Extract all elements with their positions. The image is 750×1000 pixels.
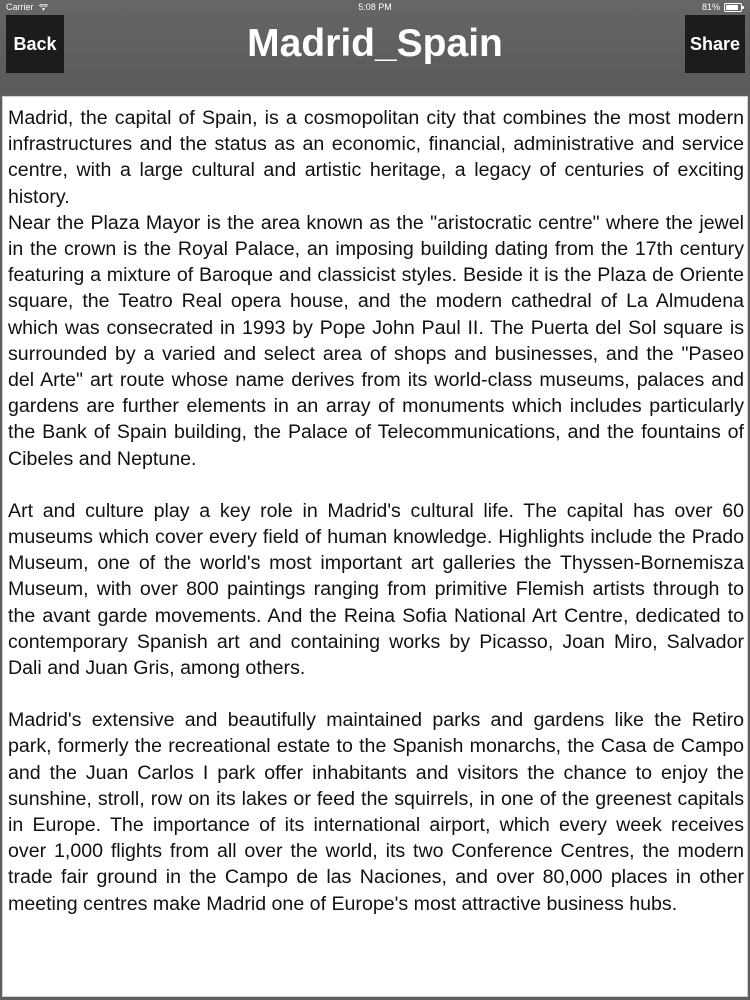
battery-indicator xyxy=(702,0,742,14)
share-button[interactable]: Share xyxy=(685,15,745,73)
article-paragraph: Madrid's extensive and beautifully maintained parks and gardens like the Retiro park, formerly the recreational estate to the Spanish monarchs, the Casa de Campo and the Juan Carlos I park offer inhabitants and visitors the chance to enjoy the sunshine, stroll, row on its lakes or feed the squirrels, in one of the greenest capitals in Europe. The importance of its international airport, which every week receives over 1,000 flights from all over the world, its two Conference Centres, the modern trade fair ground in the Campo de las Naciones, and over 80,000 places in other meeting centres make Madrid one of Europe's most attractive business hubs. xyxy=(8,709,744,915)
article-paragraph: Near the Plaza Mayor is the area known as the "aristocratic centre" where the jewel in the crown is the Royal Palace, an imposing building dating from the 17th century featuring a mixture of Baroque and classicist styles. Beside it is the Plaza de Oriente square, the Teatro Real opera house, and the modern cathedral of La Almudena which was consecrated in 1993 by Pope John Paul II. The Puerta del Sol square is surrounded by a varied and select area of shops and businesses, and the "Paseo del Arte" art route whose name derives from its world-class museums, palaces and gardens are further elements in an array of monuments which includes particularly the Bank of Spain building, the Palace of Telecommunications, and the fountains of Cibeles and Neptune. xyxy=(8,211,744,470)
article-text-view[interactable] xyxy=(2,96,748,997)
article-paragraph: Madrid, the capital of Spain, is a cosmopolitan city that combines the most modern infrastructures and the status as an economic, financial, administrative and service centre, with a large cultural and artistic heritage, a legacy of centuries of exciting history. xyxy=(8,107,744,208)
carrier-label: Carrier xyxy=(6,2,34,12)
battery-icon xyxy=(724,3,742,12)
page-title: Madrid_Spain xyxy=(247,22,503,65)
battery-percent: 81% xyxy=(701,2,720,12)
clock: 5:08 PM xyxy=(358,2,392,12)
article-paragraph: Art and culture play a key role in Madrid's cultural life. The capital has over 60 museums which cover every field of human knowledge. Highlights include the Prado Museum, one of the world's most important art galleries the Thyssen-Bornemisza Museum, with over 800 paintings ranging from primitive Flemish artists through to the avant garde movements. And the Reina Sofia National Art Centre, dedicated to contemporary Spanish art and containing works by Picasso, Joan Miro, Salvador Dali and Juan Gris, among others. xyxy=(8,499,744,680)
status-bar xyxy=(0,0,750,14)
back-button[interactable]: Back xyxy=(6,15,64,73)
